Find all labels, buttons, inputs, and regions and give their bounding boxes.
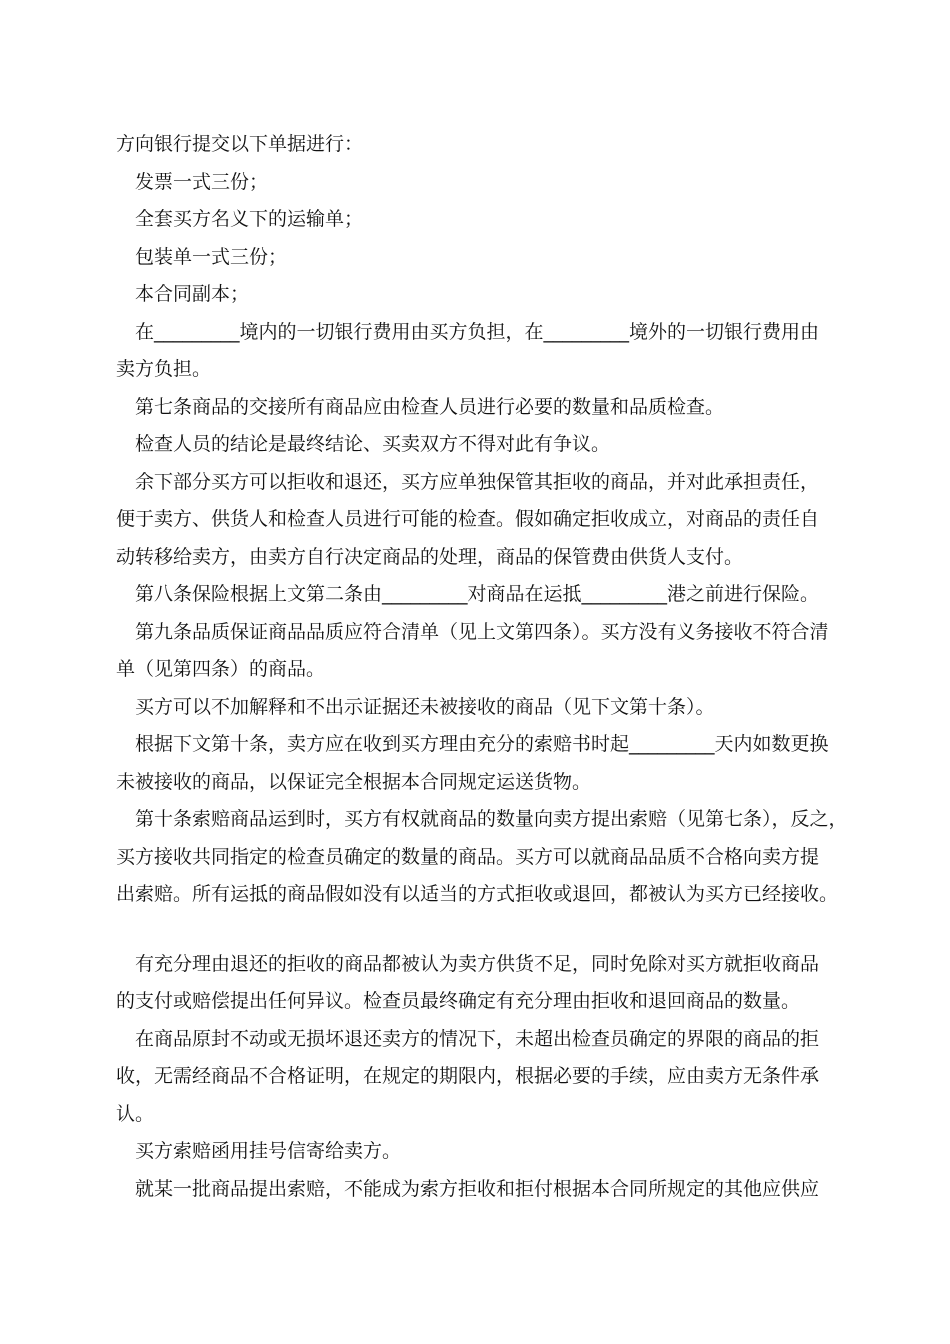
text-line: 买方接收共同指定的检查员确定的数量的商品。买方可以就商品品质不合格向卖方提 bbox=[116, 845, 820, 868]
text-line: 买方索赔函用挂号信寄给卖方。 bbox=[135, 1140, 402, 1162]
text-line: 第九条品质保证商品品质应符合清单（见上文第四条）。买方没有义务接收不符合清 bbox=[135, 620, 829, 643]
text-line: 检查人员的结论是最终结论、买卖双方不得对此有争议。 bbox=[135, 433, 611, 455]
text-line: 出索赔。所有运抵的商品假如没有以适当的方式拒收或退回，都被认为买方已经接收。 bbox=[116, 883, 839, 905]
text-line: 动转移给卖方，由卖方自行决定商品的处理，商品的保管费由供货人支付。 bbox=[116, 545, 744, 568]
text-line: 单（见第四条）的商品。 bbox=[116, 658, 326, 680]
paragraph-gap bbox=[116, 914, 846, 946]
text-line: 的支付或赔偿提出任何异议。检查员最终确定有充分理由拒收和退回商品的数量。 bbox=[116, 990, 801, 1012]
text-line: 第八条保险根据上文第二条由_________对商品在运抵_________港之前进行保险。 bbox=[135, 583, 820, 605]
document-body bbox=[116, 126, 846, 1208]
text-line: 认。 bbox=[116, 1102, 155, 1125]
text-line: 便于卖方、供货人和检查人员进行可能的检查。假如确定拒收成立，对商品的责任自 bbox=[116, 508, 820, 530]
text-line: 就某一批商品提出索赔，不能成为索方拒收和拒付根据本合同所规定的其他应供应 bbox=[135, 1177, 820, 1200]
text-line: 第七条商品的交接所有商品应由检查人员进行必要的数量和品质检查。 bbox=[135, 395, 725, 418]
text-line: 在商品原封不动或无损坏退还卖方的情况下，未超出检查员确定的界限的商品的拒 bbox=[135, 1027, 820, 1050]
text-line: 买方可以不加解释和不出示证据还未被接收的商品（见下文第十条）。 bbox=[135, 695, 715, 718]
text-line: 根据下文第十条，卖方应在收到买方理由充分的索赔书时起_________天内如数更换 bbox=[135, 733, 829, 755]
text-line: 方向银行提交以下单据进行： bbox=[116, 133, 364, 155]
text-line: 有充分理由退还的拒收的商品都被认为卖方供货不足，同时免除对买方就拒收商品 bbox=[135, 952, 820, 975]
text-line: 卖方负担。 bbox=[116, 358, 212, 380]
text-line: 第十条索赔商品运到时，买方有权就商品的数量向卖方提出索赔（见第七条），反之， bbox=[135, 808, 848, 830]
text-line: 包装单一式三份； bbox=[135, 245, 288, 268]
text-line: 在_________境内的一切银行费用由买方负担，在_________境外的一切银行费用由 bbox=[135, 320, 820, 343]
contract-text bbox=[116, 126, 846, 1208]
text-line: 收，无需经商品不合格证明，在规定的期限内，根据必要的手续，应由卖方无条件承 bbox=[116, 1065, 820, 1087]
text-line: 余下部分买方可以拒收和退还，买方应单独保管其拒收的商品，并对此承担责任， bbox=[135, 470, 820, 493]
text-line: 未被接收的商品，以保证完全根据本合同规定运送货物。 bbox=[116, 770, 592, 793]
text-line: 发票一式三份； bbox=[135, 170, 269, 193]
text-line: 本合同副本； bbox=[135, 283, 250, 305]
text-line: 全套买方名义下的运输单； bbox=[135, 208, 364, 230]
